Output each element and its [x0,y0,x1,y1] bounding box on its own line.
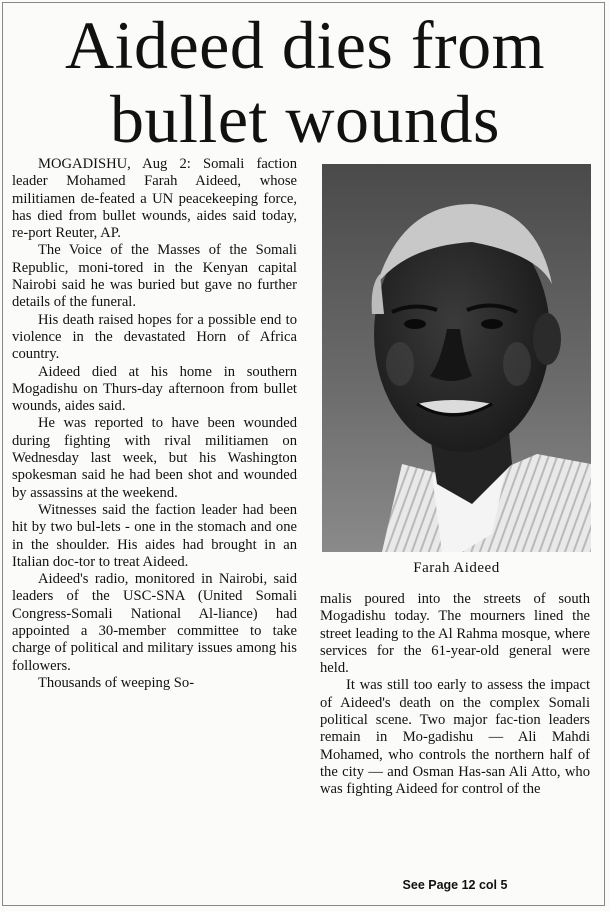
portrait-illustration [322,164,591,552]
photo-caption: Farah Aideed [413,560,500,576]
paragraph-6: Witnesses said the faction leader had been hit by two bul-lets - one in the stomach and one in the shoulder. His aides had brought in an Italian doc-tor to treat Aideed. [12,501,297,570]
paragraph-7: Aideed's radio, monitored in Nairobi, said leaders of the USC-SNA (United Somali Congress-Somali National Al-liance) had appointed a 30-member committee to take charge of political and military issues among his followers. [12,571,297,674]
portrait-photo [322,164,591,552]
paragraph-3: His death raised hopes for a possible end to violence in the devastated Horn of Africa country. [12,311,297,363]
right-column [320,591,590,799]
paragraph-5: He was reported to have been wounded during fighting with rival militiamen on Wednesday last week, but his Washington spokesman said he had been shot and wounded by assassins at the weekend. [12,415,297,501]
paragraph-8: Thousands of weeping So- [38,674,195,691]
paragraph-4: Aideed died at his home in southern Mogadishu on Thurs-day afternoon from bullet wounds, aides said. [12,363,297,415]
headline: Aideed dies from bullet wounds [64,7,546,157]
paragraph-10: It was still too early to assess the impact of Aideed's death on the complex Somali political scene. Two major fac-tion leaders remain in Mo-gadishu — Ali Mahdi Mohamed, who controls the northern half of the city — and Osman Has-san Ali Atto, who was fighting Aideed for control of the [320,677,590,798]
continuation-jump-line: See Page 12 col 5 [402,878,508,892]
paragraph-9: malis poured into the streets of south Mogadishu today. The mourners lined the street leading to the Al Rahma mosque, where services for the 61-year-old general were held. [320,591,590,677]
paragraph-1: MOGADISHU, Aug 2: Somali faction leader Mohamed Farah Aideed, whose militiamen de-feated a UN peacekeeping force, has died from bullet wounds, aides said today, re-port Reuter, AP. [12,156,297,242]
paragraph-2: The Voice of the Masses of the Somali Republic, moni-tored in the Kenyan capital Nairobi said he was buried but gave no further details of the funeral. [12,242,297,311]
left-column [12,156,297,692]
